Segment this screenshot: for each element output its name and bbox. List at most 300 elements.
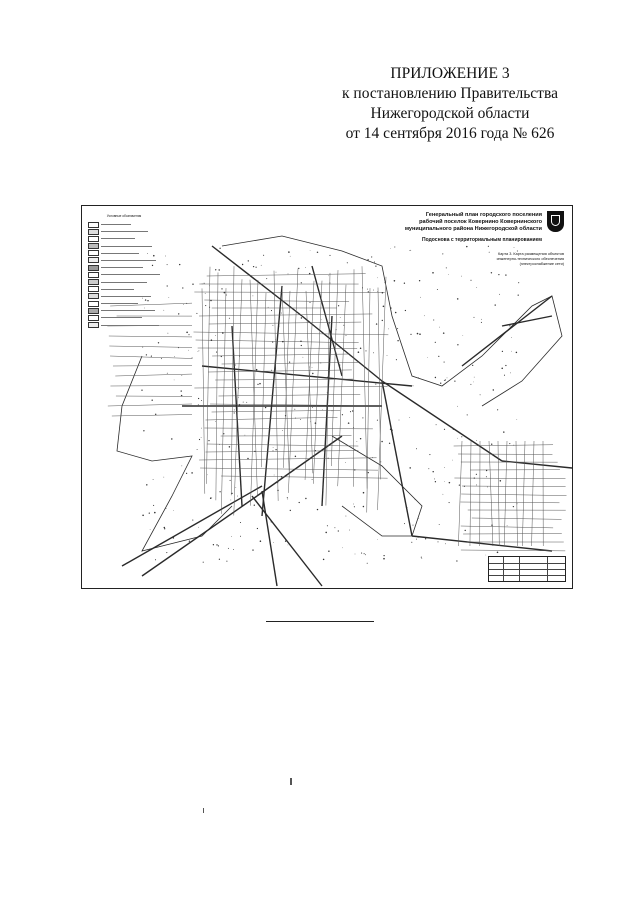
vegetation-dot [305,498,306,499]
vegetation-dot [377,277,378,278]
vegetation-dot [153,505,154,506]
vegetation-dot [222,332,224,334]
vegetation-dot [273,447,274,448]
legend-swatch [88,243,99,249]
vegetation-dot [165,256,166,257]
vegetation-dot [198,404,199,405]
street [212,410,341,412]
vegetation-dot [301,317,302,318]
vegetation-dot [435,481,436,482]
vegetation-dot [211,497,212,498]
vegetation-dot [216,352,217,353]
vegetation-dot [444,380,445,381]
vegetation-dot [409,250,410,251]
vegetation-dot [287,499,288,500]
vegetation-dot [432,272,434,274]
vegetation-dot [470,384,471,385]
vegetation-dot [409,467,411,469]
vegetation-dot [219,248,220,249]
legend-text-line [101,260,156,261]
map-title [342,212,542,233]
vegetation-dot [257,384,258,385]
vegetation-dot [428,468,429,469]
vegetation-dot [285,541,286,542]
vegetation-dot [350,411,351,412]
vegetation-dot [332,411,333,412]
vegetation-dot [229,446,230,447]
map-caption-line: (электроснабжение сети) [519,262,564,266]
vegetation-dot [454,380,455,381]
vegetation-dot [480,394,481,395]
street [261,293,266,467]
vegetation-dot [457,406,458,407]
region-emblem-icon [547,211,564,232]
street [113,365,192,366]
vegetation-dot [371,256,372,257]
vegetation-dot [420,297,421,298]
vegetation-dot [497,409,498,410]
vegetation-dot [357,441,358,442]
vegetation-dot [384,282,385,283]
vegetation-dot [239,356,240,357]
vegetation-dot [254,505,255,506]
vegetation-dot [328,458,329,459]
legend-swatch [88,286,99,292]
vegetation-dot [213,544,214,545]
vegetation-dot [198,398,199,399]
street [204,300,349,302]
vegetation-dot [276,348,277,349]
legend-row [88,251,160,256]
main-road [502,316,552,326]
vegetation-dot [375,265,376,266]
street [206,417,338,420]
vegetation-dot [277,490,278,491]
legend-text-line [101,231,148,232]
vegetation-dot [467,414,468,415]
vegetation-dot [516,419,517,420]
vegetation-dot [171,438,172,439]
vegetation-dot [355,554,356,555]
vegetation-dot [164,528,165,529]
legend-row [88,287,160,292]
street [221,476,388,478]
vegetation-dot [444,467,445,468]
street [115,374,192,376]
legend-swatch [88,222,99,228]
vegetation-dot [367,289,368,290]
vegetation-dot [418,518,419,519]
street [367,288,370,512]
vegetation-dot [438,541,439,542]
vegetation-dot [439,524,440,525]
legend-row [88,222,160,227]
vegetation-dot [240,536,241,537]
vegetation-dot [388,329,389,330]
vegetation-dot [472,365,473,366]
vegetation-dot [158,342,159,343]
vegetation-dot [438,356,439,357]
vegetation-dot [310,250,311,251]
vegetation-dot [317,509,318,510]
vegetation-dot [199,439,200,440]
vegetation-dot [181,390,182,391]
street [532,441,534,546]
vegetation-dot [362,417,363,418]
vegetation-dot [288,251,290,253]
street [338,285,346,486]
vegetation-dot [238,388,239,389]
vegetation-dot [268,307,269,308]
vegetation-dot [375,384,376,385]
main-road [262,286,282,516]
vegetation-dot [474,477,475,478]
vegetation-dot [260,540,262,542]
vegetation-dot [457,438,458,439]
appendix-title: ПРИЛОЖЕНИЕ 3 [390,65,510,82]
vegetation-dot [146,354,147,355]
vegetation-dot [210,497,212,499]
vegetation-dot [495,304,496,305]
vegetation-dot [188,350,189,351]
vegetation-dot [474,377,475,378]
vegetation-dot [201,437,202,438]
vegetation-dot [325,532,327,534]
vegetation-dot [290,510,291,511]
vegetation-dot [181,395,182,396]
vegetation-dot [207,474,208,475]
vegetation-dot [186,473,187,474]
legend-row [88,265,160,270]
vegetation-dot [271,370,272,371]
street [206,451,359,452]
vegetation-dot [399,420,400,421]
legend-text-line [101,310,155,311]
vegetation-dot [494,456,495,457]
vegetation-dot [209,285,210,286]
vegetation-dot [457,298,459,300]
vegetation-dot [329,255,330,256]
vegetation-dot [445,379,446,380]
legend-swatch [88,250,99,256]
legend-text-line [101,224,131,225]
vegetation-dot [278,326,279,327]
vegetation-dot [389,443,390,444]
vegetation-dot [256,267,257,268]
vegetation-dot [493,389,494,390]
legend-text-line [101,246,152,247]
vegetation-dot [192,283,193,284]
legend-swatch [88,293,99,299]
vegetation-dot [155,414,156,415]
street [460,502,559,503]
legend-swatch [88,308,99,314]
vegetation-dot [504,375,505,376]
legend-swatch [88,279,99,285]
vegetation-dot [434,478,435,479]
vegetation-dot [155,559,156,560]
vegetation-dot [231,536,232,537]
vegetation-dot [395,312,397,314]
vegetation-dot [183,304,184,305]
map-legend [88,214,160,342]
vegetation-dot [221,356,222,357]
legend-row [88,258,160,263]
vegetation-dot [174,356,175,357]
vegetation-dot [242,264,243,265]
vegetation-dot [328,551,329,552]
legend-text-line [101,289,134,290]
street [498,441,499,546]
vegetation-dot [405,310,406,311]
vegetation-dot [338,305,339,306]
vegetation-dot [282,341,284,343]
vegetation-dot [149,512,150,513]
vegetation-dot [362,287,363,288]
vegetation-dot [310,421,311,422]
vegetation-dot [166,508,167,509]
vegetation-dot [300,340,301,341]
vegetation-dot [368,472,369,473]
vegetation-dot [167,264,168,265]
vegetation-dot [382,292,384,294]
vegetation-dot [449,502,450,503]
vegetation-dot [203,562,204,563]
vegetation-dot [368,291,369,292]
vegetation-dot [421,557,422,558]
vegetation-dot [303,357,304,358]
vegetation-dot [363,492,365,494]
street [274,271,278,501]
vegetation-dot [429,454,430,455]
vegetation-dot [481,319,482,320]
vegetation-dot [178,347,179,348]
vegetation-dot [289,361,290,362]
vegetation-dot [365,350,366,351]
vegetation-dot [315,450,316,451]
vegetation-dot [253,296,254,297]
vegetation-dot [215,421,216,422]
vegetation-dot [373,290,374,291]
vegetation-dot [290,256,291,257]
vegetation-dot [153,479,154,480]
vegetation-dot [277,482,278,483]
vegetation-dot [186,332,188,334]
vegetation-dot [444,362,445,363]
vegetation-dot [499,294,500,295]
general-plan-map [81,205,573,589]
vegetation-dot [481,322,482,323]
legend-row [88,280,160,285]
appendix-reference-line: к постановлению Правительства [342,85,558,102]
vegetation-dot [476,287,477,288]
vegetation-dot [235,487,236,488]
vegetation-dot [432,471,433,472]
vegetation-dot [196,313,197,314]
legend-row [88,323,160,328]
vegetation-dot [231,493,232,494]
vegetation-dot [449,482,451,484]
vegetation-dot [345,516,346,517]
vegetation-dot [360,348,362,350]
vegetation-dot [343,325,344,326]
vegetation-dot [353,427,354,428]
vegetation-dot [433,319,434,320]
main-road [382,381,502,461]
vegetation-dot [372,457,373,458]
legend-text-line [101,317,142,318]
vegetation-dot [518,294,519,295]
vegetation-dot [192,357,193,358]
vegetation-dot [497,552,499,554]
vegetation-dot [466,246,467,247]
settlement-boundary [117,356,232,551]
vegetation-dot [486,476,487,477]
vegetation-dot [322,409,323,410]
vegetation-dot [323,559,325,561]
main-road [142,496,257,576]
street [516,441,517,546]
street [461,494,566,496]
vegetation-dot [274,475,275,476]
legend-text-line [101,282,147,283]
vegetation-dot [347,262,348,263]
vegetation-dot [294,409,295,410]
vegetation-dot [487,487,488,488]
legend-row [88,272,160,277]
vegetation-dot [301,282,302,283]
vegetation-dot [239,404,240,405]
vegetation-dot [394,246,395,247]
vegetation-dot [365,554,366,555]
vegetation-dot [391,430,392,431]
vegetation-dot [224,292,226,294]
vegetation-dot [329,322,330,323]
main-road [382,381,412,536]
vegetation-dot [273,542,274,543]
vegetation-dot [245,435,246,436]
vegetation-dot [505,365,506,366]
vegetation-dot [510,373,511,374]
vegetation-dot [266,278,267,279]
vegetation-dot [218,545,219,546]
vegetation-dot [464,486,465,487]
vegetation-dot [440,383,441,384]
vegetation-dot [514,247,515,248]
vegetation-dot [476,440,477,441]
vegetation-dot [419,333,421,335]
legend-swatch [88,236,99,242]
vegetation-dot [447,378,448,379]
vegetation-dot [219,559,220,560]
vegetation-dot [256,369,258,371]
vegetation-dot [142,347,143,348]
vegetation-dot [201,428,202,429]
legend-heading: Условные обозначения [106,214,142,218]
vegetation-dot [383,555,384,556]
street [288,268,298,492]
legend-swatch [88,315,99,321]
legend-text-line [101,303,138,304]
vegetation-dot [511,337,512,338]
vegetation-dot [491,524,492,525]
vegetation-dot [288,274,289,275]
vegetation-dot [202,284,203,285]
closing-rule [266,621,374,622]
vegetation-dot [439,327,440,328]
vegetation-dot [173,510,174,511]
vegetation-dot [387,355,388,356]
vegetation-dot [444,481,445,482]
vegetation-dot [248,260,249,261]
vegetation-dot [234,409,235,410]
vegetation-dot [390,248,391,249]
vegetation-dot [198,350,199,351]
vegetation-dot [377,420,378,421]
vegetation-dot [354,469,355,470]
vegetation-dot [413,525,414,526]
vegetation-dot [189,541,190,542]
street [470,441,471,546]
vegetation-dot [243,402,244,403]
vegetation-dot [446,267,447,268]
vegetation-dot [456,560,457,561]
vegetation-dot [360,438,361,439]
vegetation-dot [312,407,313,408]
vegetation-dot [376,323,377,324]
vegetation-dot [443,494,444,495]
street [504,441,507,546]
vegetation-dot [271,310,272,311]
map-caption-line: Карта 3. Карта размещения объектов [498,252,564,256]
vegetation-dot [154,512,156,514]
vegetation-dot [285,415,286,416]
vegetation-dot [240,522,241,523]
vegetation-dot [377,539,378,540]
vegetation-dot [476,484,477,485]
vegetation-dot [404,523,405,524]
vegetation-dot [507,525,508,526]
vegetation-dot [500,480,502,482]
vegetation-dot [312,373,313,374]
street [207,444,358,446]
vegetation-dot [197,449,198,450]
vegetation-dot [443,332,445,334]
vegetation-dot [198,351,199,352]
vegetation-dot [300,419,301,420]
map-title-line: Генеральный план городского поселения [425,212,542,218]
vegetation-dot [252,549,253,550]
vegetation-dot [315,422,317,424]
scan-speck [203,808,204,813]
street [199,458,376,460]
vegetation-dot [276,272,277,273]
vegetation-dot [452,460,453,461]
vegetation-dot [295,418,296,419]
vegetation-dot [503,431,504,432]
vegetation-dot [474,317,475,318]
vegetation-dot [141,390,142,391]
vegetation-dot [272,325,273,326]
street [108,404,192,406]
vegetation-dot [178,313,179,314]
vegetation-dot [352,410,353,411]
vegetation-dot [226,561,227,562]
vegetation-dot [383,306,385,308]
legend-text-line [101,253,139,254]
street [199,314,372,316]
main-road [202,366,412,386]
